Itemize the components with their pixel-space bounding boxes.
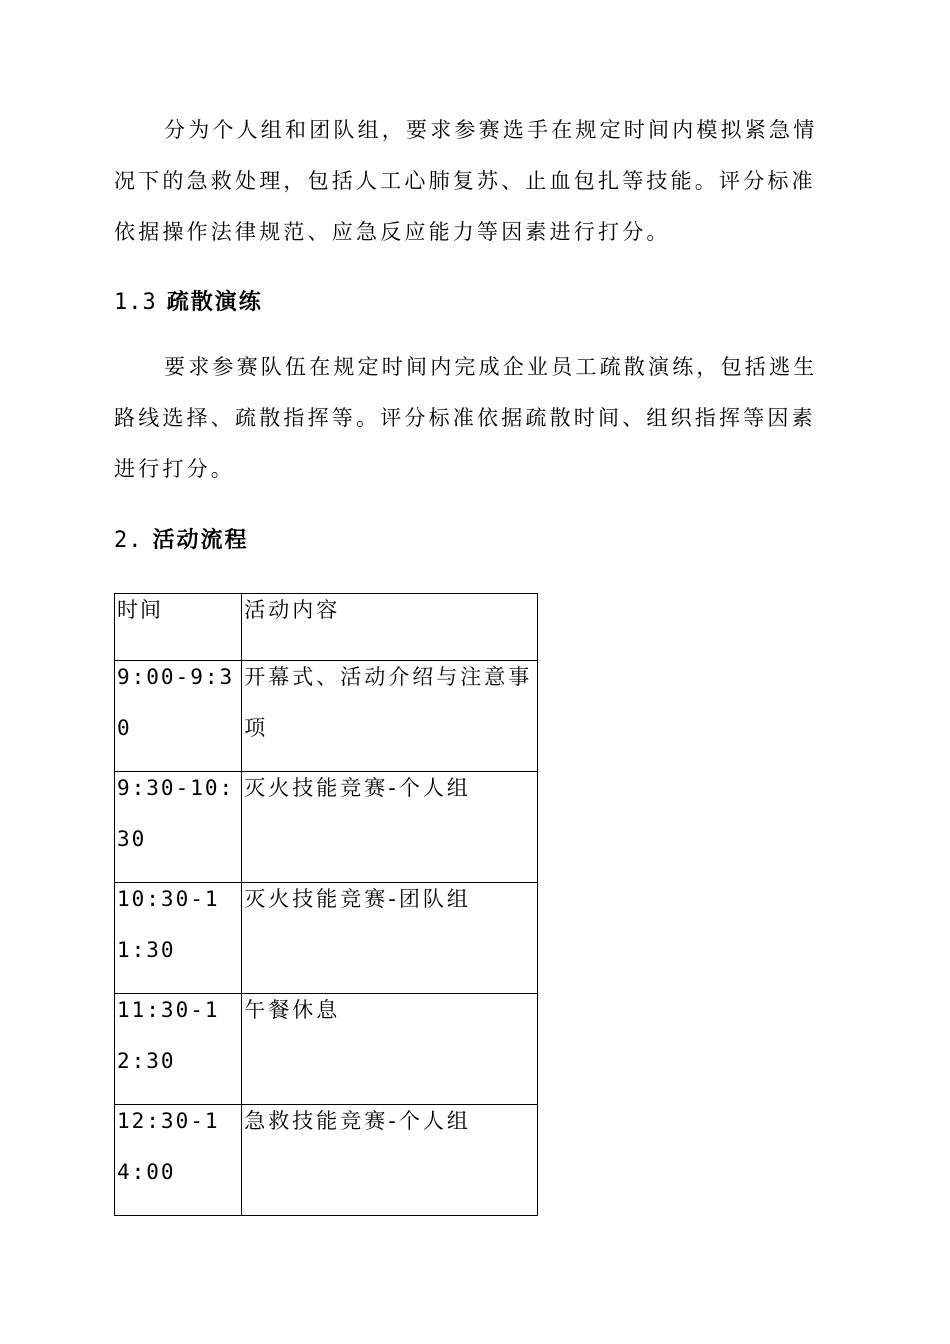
table-row: [115, 994, 538, 1105]
table-cell-activity: [242, 772, 538, 883]
activity-value: 灭火技能竞赛-团队组: [244, 887, 471, 911]
section-title: 疏散演练: [166, 290, 263, 315]
table-cell-time: [115, 994, 242, 1105]
table-row: [115, 661, 538, 772]
table-cell-time: [115, 772, 242, 883]
table-cell-time: [115, 883, 242, 994]
time-value: 9:30-10:30: [117, 776, 235, 851]
table-header-row: [115, 594, 538, 661]
table-cell-activity: [242, 661, 538, 772]
paragraph-first-aid: [114, 105, 834, 258]
paragraph-evacuation: [114, 342, 834, 495]
schedule-table: [114, 593, 538, 1216]
section-heading-evacuation: [114, 285, 263, 316]
time-value: 9:00-9:30: [117, 665, 235, 740]
activity-value: 午餐休息: [244, 998, 341, 1022]
table-cell-time: [115, 1105, 242, 1216]
table-cell-activity: [242, 1105, 538, 1216]
table-cell-time: [115, 661, 242, 772]
section-title: 活动流程: [152, 528, 249, 553]
table-header-cell: [115, 594, 242, 661]
table-header-cell: [242, 594, 538, 661]
table-cell-activity: [242, 994, 538, 1105]
table-row: [115, 883, 538, 994]
activity-value: 开幕式、活动介绍与注意事项: [244, 665, 533, 740]
table-row: [115, 772, 538, 883]
paragraph-first-aid-text: 分为个人组和团队组，要求参赛选手在规定时间内模拟紧急情况下的急救处理，包括人工心肺复苏、止血包扎等技能。评分标准依据操作法律规范、应急反应能力等因素进行打分。: [114, 118, 818, 244]
activity-value: 急救技能竞赛-个人组: [244, 1109, 471, 1133]
time-value: 11:30-12:30: [117, 998, 220, 1073]
time-value: 12:30-14:00: [117, 1109, 220, 1184]
activity-value: 灭火技能竞赛-个人组: [244, 776, 471, 800]
section-number: 1.3: [114, 290, 157, 315]
table-row: [115, 1105, 538, 1216]
paragraph-evacuation-text: 要求参赛队伍在规定时间内完成企业员工疏散演练，包括逃生路线选择、疏散指挥等。评分标准依据疏散时间、组织指挥等因素进行打分。: [114, 355, 818, 481]
header-time: 时间: [117, 598, 163, 622]
time-value: 10:30-11:30: [117, 887, 220, 962]
section-heading-schedule: [114, 523, 249, 554]
table-cell-activity: [242, 883, 538, 994]
header-activity: 活动内容: [244, 598, 341, 622]
section-number: 2.: [114, 528, 143, 553]
